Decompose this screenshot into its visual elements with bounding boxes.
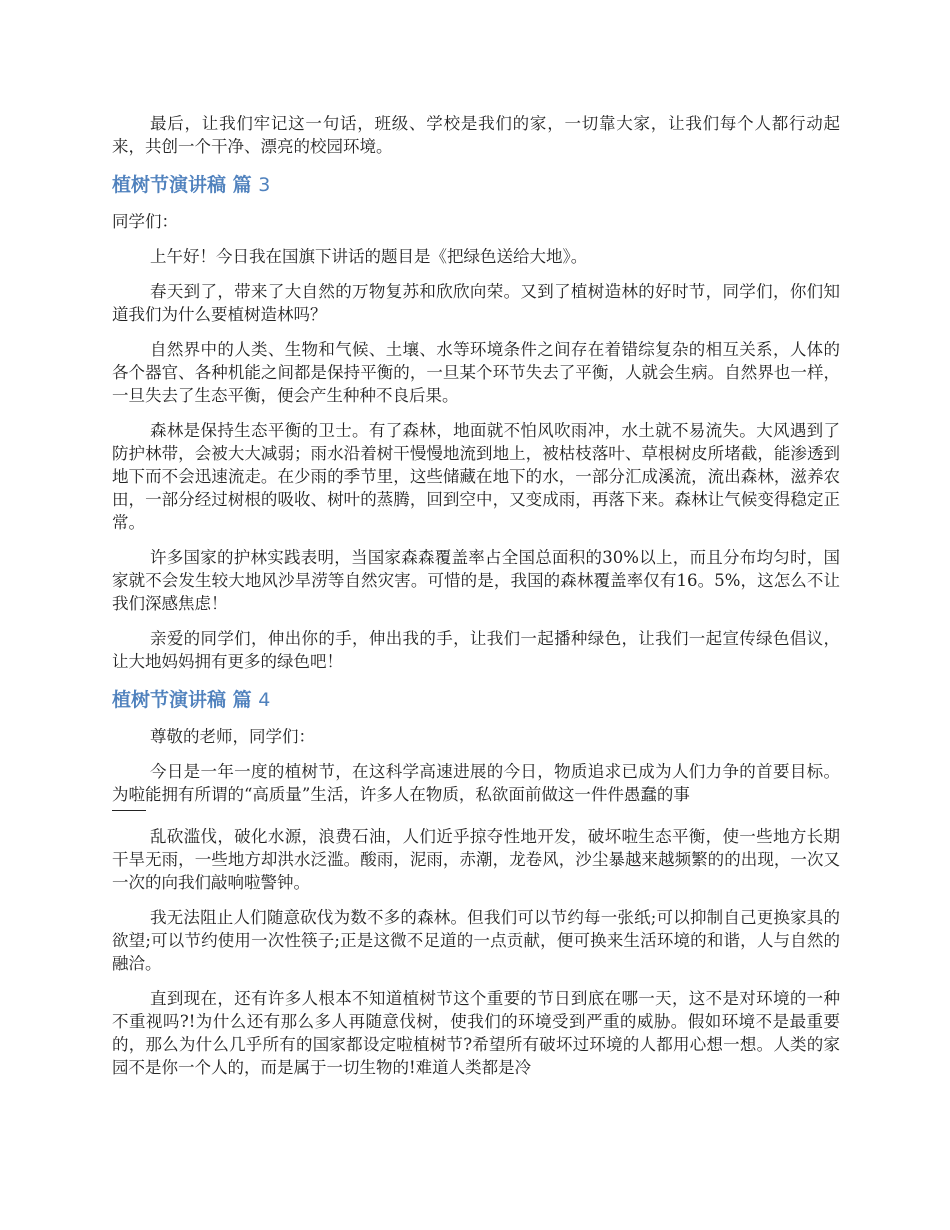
paragraph: 乱砍滥伐，破化水源，浪费石油，人们近乎掠夺性地开发，破坏啦生态平衡，使一些地方长期干旱无雨，一些地方却洪水泛滥。酸雨，泥雨，赤潮，龙卷风，沙尘暴越来越频繁的的出现，一次又一次的向我们敲响啦警钟。 xyxy=(112,827,840,892)
heading-number: 3 xyxy=(258,174,271,196)
paragraph: 上午好！今日我在国旗下讲话的题目是《把绿色送给大地》。 xyxy=(150,247,588,266)
em-dash-line xyxy=(112,810,146,811)
paragraph: 亲爱的同学们，伸出你的手，伸出我的手，让我们一起播种绿色，让我们一起宣传绿色倡议，让大地妈妈拥有更多的绿色吧！ xyxy=(112,629,840,671)
paragraph: 最后，让我们牢记这一句话，班级、学校是我们的家，一切靠大家，让我们每个人都行动起来，共创一个干净、漂亮的校园环境。 xyxy=(112,114,840,156)
section-heading-4 xyxy=(112,687,840,713)
paragraph: 今日是一年一度的植树节，在这科学高速进展的今日，物质追求已成为人们力争的首要目标。为啦能拥有所谓的“高质量”生活，许多人在物质，私欲面前做这一件件愚蠢的事 xyxy=(112,762,840,804)
greeting: 同学们： xyxy=(112,212,178,231)
paragraph: 春天到了，带来了大自然的万物复苏和欣欣向荣。又到了植树造林的好时节，同学们，你们知道我们为什么要植树造林吗？ xyxy=(112,282,840,324)
heading-text: 植树节演讲稿 篇 xyxy=(112,689,252,711)
greeting: 尊敬的老师，同学们： xyxy=(150,727,315,746)
section-heading-3 xyxy=(112,172,840,198)
paragraph: 许多国家的护林实践表明，当国家森森覆盖率占全国总面积的30%以上，而且分布均匀时，国家就不会发生较大地风沙旱涝等自然灾害。可惜的是，我国的森林覆盖率仅有16。5%，这怎么不让我们深感焦虑！ xyxy=(112,548,840,613)
paragraph: 自然界中的人类、生物和气候、土壤、水等环境条件之间存在着错综复杂的相互关系，人体的各个器官、各种机能之间都是保持平衡的，一旦某个环节失去了平衡，人就会生病。自然界也一样，一旦失去了生态平衡，便会产生种种不良后果。 xyxy=(112,340,840,405)
paragraph: 直到现在，还有许多人根本不知道植树节这个重要的节日到底在哪一天，这不是对环境的一种不重视吗?!为什么还有那么多人再随意伐树，使我们的环境受到严重的威胁。假如环境不是最重要的，那么为什么几乎所有的国家都设定啦植树节?希望所有破坏过环境的人都用心想一想。人类的家园不是你一个人的，而是属于一切生物的!难道人类都是冷 xyxy=(112,989,840,1077)
paragraph: 森林是保持生态平衡的卫士。有了森林，地面就不怕风吹雨冲，水土就不易流失。大风遇到了防护林带，会被大大减弱；雨水沿着树干慢慢地流到地上，被枯枝落叶、草根树皮所堵截，能渗透到地下而不会迅速流走。在少雨的季节里，这些储藏在地下的水，一部分汇成溪流，流出森林，滋养农田，一部分经过树根的吸收、树叶的蒸腾，回到空中，又变成雨，再落下来。森林让气候变得稳定正常。 xyxy=(112,421,840,532)
heading-number: 4 xyxy=(258,689,271,711)
heading-text: 植树节演讲稿 篇 xyxy=(112,174,252,196)
paragraph: 我无法阻止人们随意砍伐为数不多的森林。但我们可以节约每一张纸;可以抑制自己更换家具的欲望;可以节约使用一次性筷子;正是这微不足道的一点贡献，便可换来生活环境的和谐，人与自然的融洽。 xyxy=(112,908,840,973)
